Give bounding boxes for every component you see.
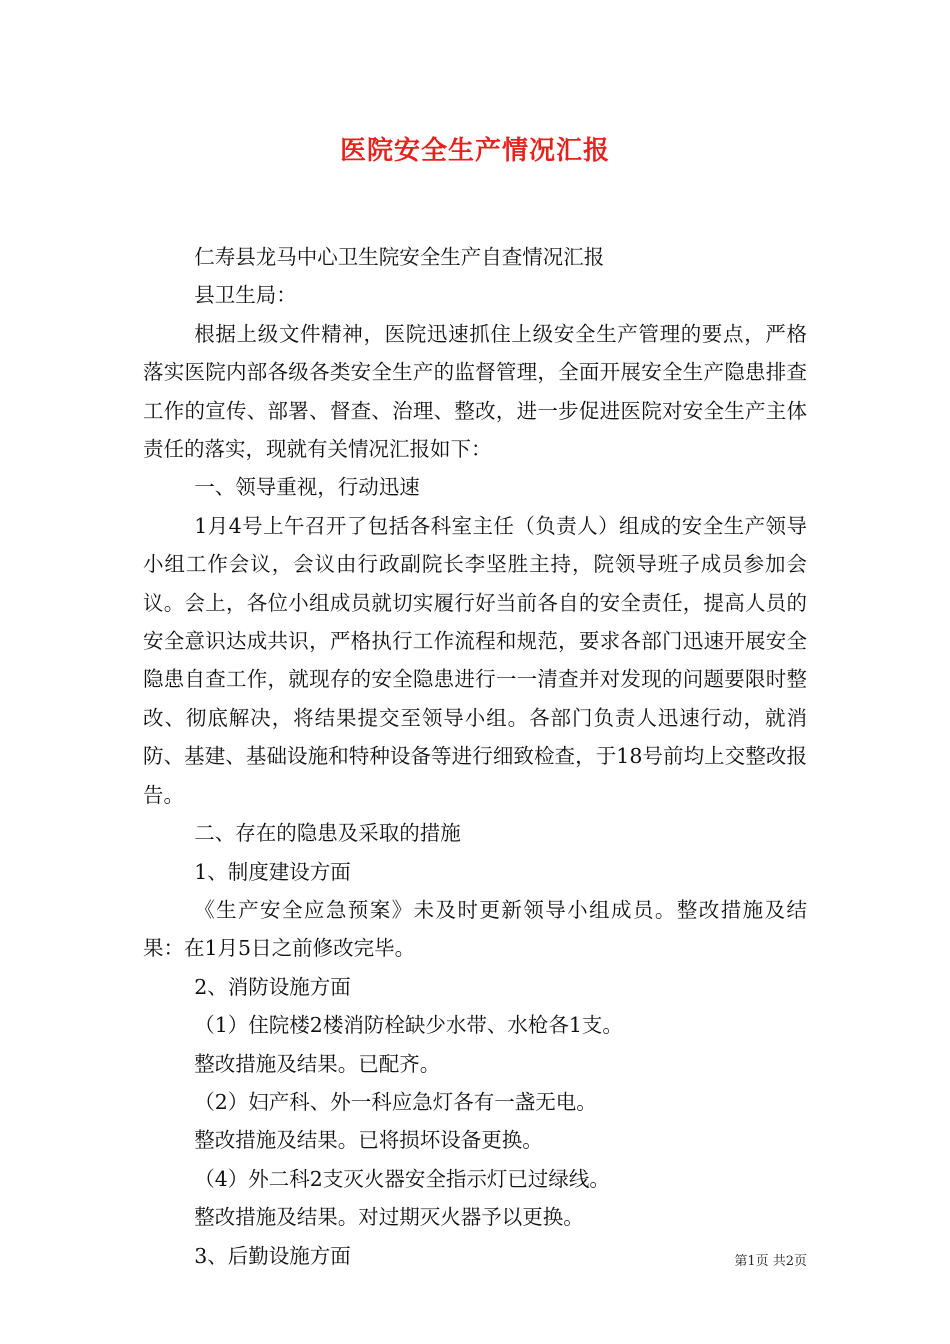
fire-item-2: （2）妇产科、外一科应急灯各有一盏无电。 — [194, 1089, 597, 1114]
subsection-heading-1: 1、制度建设方面 — [194, 859, 351, 884]
section-1-paragraph: 1月4号上午召开了包括各科室主任（负责人）组成的安全生产领导小组工作会议，会议由行政副院长李坚胜主持，院领导班子成员参加会议。会上，各位小组成员就切实履行好当前各自的安全责任，提高人员的安全意识达成共识，严格执行工作流程和规范，要求各部门迅速开展安全隐患自查工作，就现存的安全隐患进行一一清查并对发现的问题要限时整改、彻底解决，将结果提交至领导小组。各部门负责人迅速行动，就消防、基建、基础设施和特种设备等进行细致检查，于18号前均上交整改报告。 — [143, 513, 807, 807]
fire-item-4-result: 整改措施及结果。对过期灭火器予以更换。 — [194, 1205, 584, 1230]
fire-item-4: （4）外二科2支灭火器安全指示灯已过绿线。 — [194, 1166, 610, 1191]
intro-paragraph: 根据上级文件精神，医院迅速抓住上级安全生产管理的要点，严格落实医院内部各级各类安全生产的监督管理，全面开展安全生产隐患排查工作的宣传、部署、督查、治理、整改，进一步促进医院对安全生产主体责任的落实，现就有关情况汇报如下： — [143, 321, 807, 462]
document-body — [143, 238, 807, 1275]
salutation: 县卫生局： — [194, 283, 297, 308]
fire-item-1-result: 整改措施及结果。已配齐。 — [194, 1051, 441, 1076]
section-heading-2: 二、存在的隐患及采取的措施 — [194, 821, 461, 846]
section-heading-1: 一、领导重视，行动迅速 — [194, 475, 420, 500]
fire-item-2-result: 整改措施及结果。已将损坏设备更换。 — [194, 1128, 543, 1153]
document-title: 医院安全生产情况汇报 — [339, 136, 610, 166]
subsection-heading-2: 2、消防设施方面 — [194, 974, 351, 999]
report-heading: 仁寿县龙马中心卫生院安全生产自查情况汇报 — [194, 245, 605, 269]
subsection-1-paragraph: 《生产安全应急预案》未及时更新领导小组成员。整改措施及结果：在1月5日之前修改完毕。 — [143, 897, 807, 961]
page-number-footer: 第1页 共2页 — [734, 1254, 807, 1269]
fire-item-1: （1）住院楼2楼消防栓缺少水带、水枪各1支。 — [194, 1013, 623, 1038]
subsection-heading-3: 3、后勤设施方面 — [194, 1243, 351, 1268]
